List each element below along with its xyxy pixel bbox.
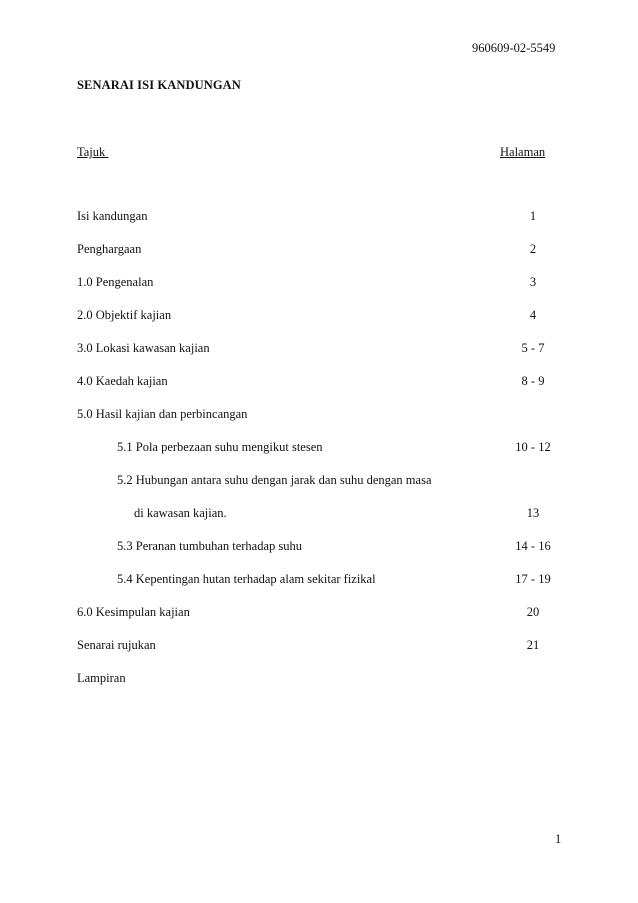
toc-entry	[0, 341, 638, 359]
toc-entry	[0, 242, 638, 260]
toc-entry-title: 6.0 Kesimpulan kajian	[77, 605, 190, 619]
toc-entry-title: 5.4 Kepentingan hutan terhadap alam sekitar fizikal	[117, 572, 376, 586]
toc-entry	[0, 506, 638, 524]
student-id-number: 960609-02-5549	[472, 41, 556, 55]
toc-entry-title: 1.0 Pengenalan	[77, 275, 154, 289]
toc-entry-title: 3.0 Lokasi kawasan kajian	[77, 341, 210, 355]
toc-entry-title: di kawasan kajian.	[134, 506, 227, 520]
toc-entry-page: 2	[529, 242, 537, 256]
toc-entry-page: 20	[526, 605, 540, 619]
toc-entry-title: 2.0 Objektif kajian	[77, 308, 172, 322]
toc-entry	[0, 374, 638, 392]
page-number: 1	[555, 832, 562, 846]
toc-entry-page: 17 - 19	[515, 572, 551, 586]
toc-entry	[0, 605, 638, 623]
toc-entry	[0, 671, 638, 689]
toc-entry	[0, 407, 638, 425]
toc-entry-title: Penghargaan	[77, 242, 142, 256]
toc-entry	[0, 308, 638, 326]
toc-entry-page: 13	[526, 506, 540, 520]
toc-entry-title: 4.0 Kaedah kajian	[77, 374, 168, 388]
toc-entry-title: 5.1 Pola perbezaan suhu mengikut stesen	[117, 440, 323, 454]
column-heading-title: Tajuk	[77, 145, 109, 159]
toc-entry	[0, 638, 638, 656]
toc-entry-page: 14 - 16	[515, 539, 551, 553]
toc-entry	[0, 440, 638, 458]
toc-entry-title: 5.2 Hubungan antara suhu dengan jarak dan suhu dengan masa	[117, 473, 432, 487]
toc-entry	[0, 275, 638, 293]
column-heading-page: Halaman	[500, 145, 546, 159]
toc-entry-page: 21	[526, 638, 540, 652]
toc-entry-page: 1	[529, 209, 537, 223]
toc-entry-page: 8 - 9	[521, 374, 545, 388]
toc-entry-title: 5.0 Hasil kajian dan perbincangan	[77, 407, 248, 421]
document-title: SENARAI ISI KANDUNGAN	[77, 78, 241, 92]
toc-entry	[0, 572, 638, 590]
toc-entry-title: Senarai rujukan	[77, 638, 156, 652]
toc-entry	[0, 473, 638, 491]
toc-entry-page: 5 - 7	[521, 341, 545, 355]
toc-entry-page: 4	[529, 308, 537, 322]
toc-entry	[0, 539, 638, 557]
toc-entry-title: 5.3 Peranan tumbuhan terhadap suhu	[117, 539, 303, 553]
toc-entry	[0, 209, 638, 227]
toc-entry-title: Isi kandungan	[77, 209, 148, 223]
toc-entry-title: Lampiran	[77, 671, 126, 685]
toc-entry-page: 10 - 12	[515, 440, 551, 454]
toc-entry-page: 3	[529, 275, 537, 289]
